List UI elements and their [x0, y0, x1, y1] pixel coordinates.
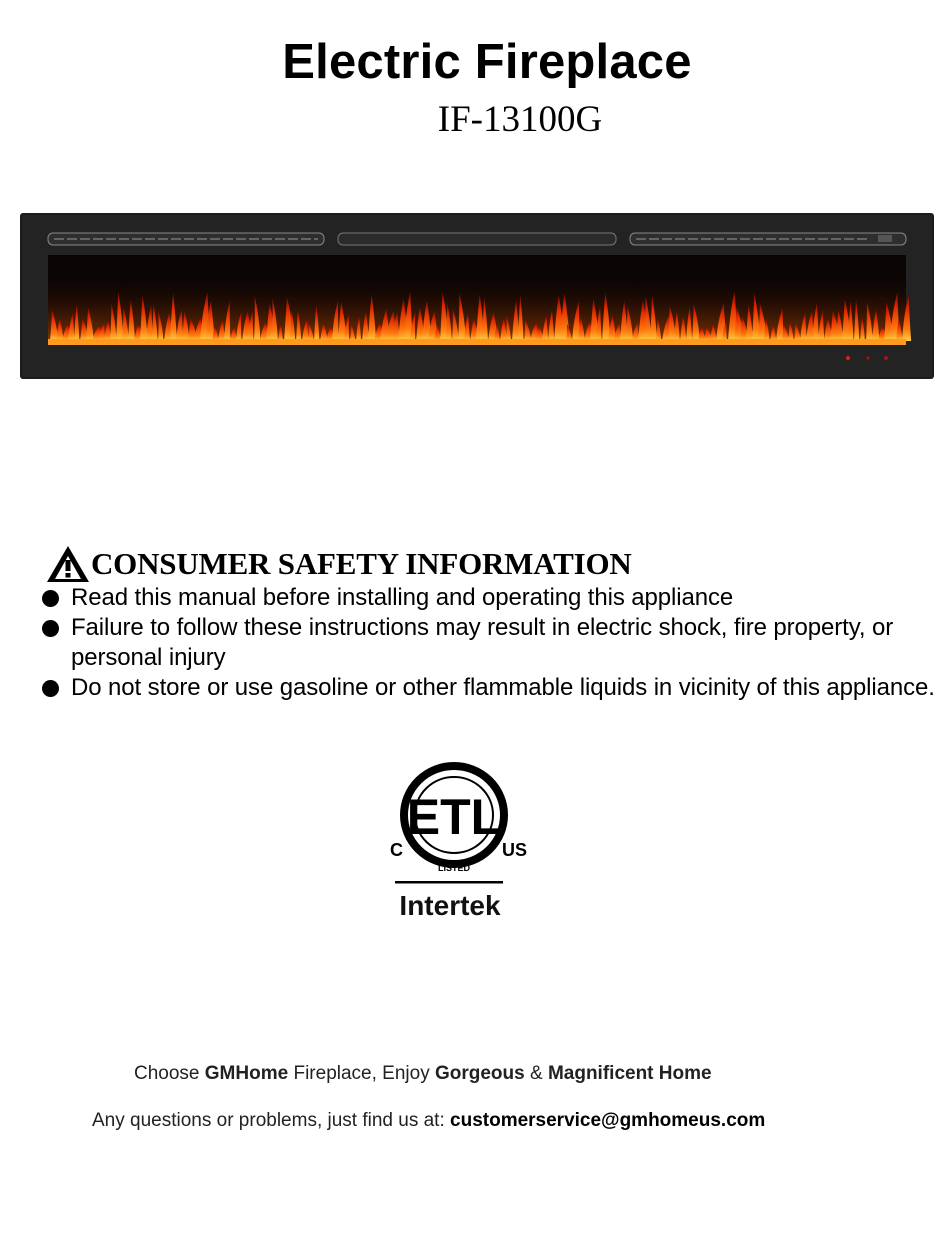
intertek-name: Intertek [399, 890, 501, 921]
etl-listed-text: LISTED [437, 863, 471, 873]
safety-heading-text: CONSUMER SAFETY INFORMATION [91, 546, 632, 581]
list-item: Failure to follow these instructions may result in electric shock, fire property, or personal injury [40, 613, 945, 673]
document-title: Electric Fireplace [282, 35, 692, 89]
model-number: IF-13100G [437, 99, 603, 140]
list-item: Read this manual before installing and operating this appliance [40, 583, 945, 613]
fireplace-image [20, 213, 934, 379]
contact-line: Any questions or problems, just find us at: customerservice@gmhomeus.com [92, 1110, 766, 1131]
etl-listed-logo [378, 762, 533, 922]
brand-tagline: Choose GMHome Fireplace, Enjoy Gorgeous & Magnificent Home [134, 1063, 712, 1084]
etl-left-letter: C [390, 840, 403, 860]
bullet-icon [42, 680, 59, 697]
warning-triangle-icon [45, 544, 91, 584]
bullet-icon [42, 620, 59, 637]
etl-right-letter: US [502, 840, 528, 860]
contact-email: customerservice@gmhomeus.com [450, 1110, 766, 1131]
bullet-icon [42, 590, 59, 607]
list-item: Do not store or use gasoline or other flammable liquids in vicinity of this appliance. [40, 673, 945, 703]
safety-bullet-list [40, 583, 945, 703]
etl-mark: ETL [406, 789, 502, 845]
safety-heading [45, 544, 632, 584]
